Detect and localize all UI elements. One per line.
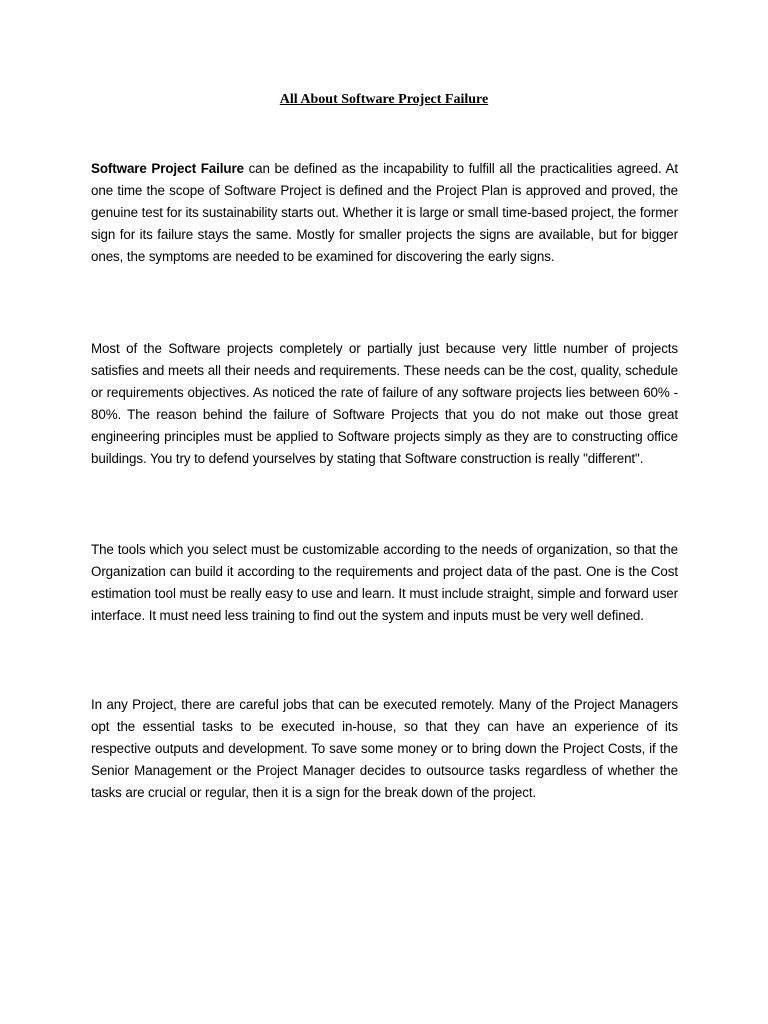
document-title: All About Software Project Failure	[279, 92, 489, 107]
paragraph-1-text: can be defined as the incapability to fulfill all the practicalities agreed. At one time the scope of Software Project is defined and the Project Plan is approved and proved, the genuine test for its sustainability starts out. Whether it is large or small time-based project, the former sign for its failure stays the same. Mostly for smaller projects the signs are available, but for bigger ones, the symptoms are needed to be examined for discovering the early signs.	[91, 161, 678, 264]
paragraph-1-lead: Software Project Failure	[91, 161, 244, 176]
paragraph-4: In any Project, there are careful jobs that can be executed remotely. Many of the Project Managers opt the essential tasks to be executed in-house, so that they can have an experience of its respective outputs and development. To save some money or to bring down the Project Costs, if the Senior Management or the Project Manager decides to outsource tasks regardless of whether the tasks are crucial or regular, then it is a sign for the break down of the project.	[91, 697, 678, 800]
paragraph-2: Most of the Software projects completely or partially just because very little number of projects satisfies and meets all their needs and requirements. These needs can be the cost, quality, schedule or requirements objectives. As noticed the rate of failure of any software projects lies between 60% - 80%. The reason behind the failure of Software Projects that you do not make out those great engineering principles must be applied to Software projects simply as they are to constructing office buildings. You try to defend yourselves by stating that Software construction is really "different".	[91, 341, 678, 466]
paragraph-1	[91, 158, 678, 268]
paragraph-3: The tools which you select must be customizable according to the needs of organization, so that the Organization can build it according to the requirements and project data of the past. One is the Cost estimation tool must be really easy to use and learn. It must include straight, simple and forward user interface. It must need less training to find out the system and inputs must be very well defined.	[91, 542, 678, 623]
